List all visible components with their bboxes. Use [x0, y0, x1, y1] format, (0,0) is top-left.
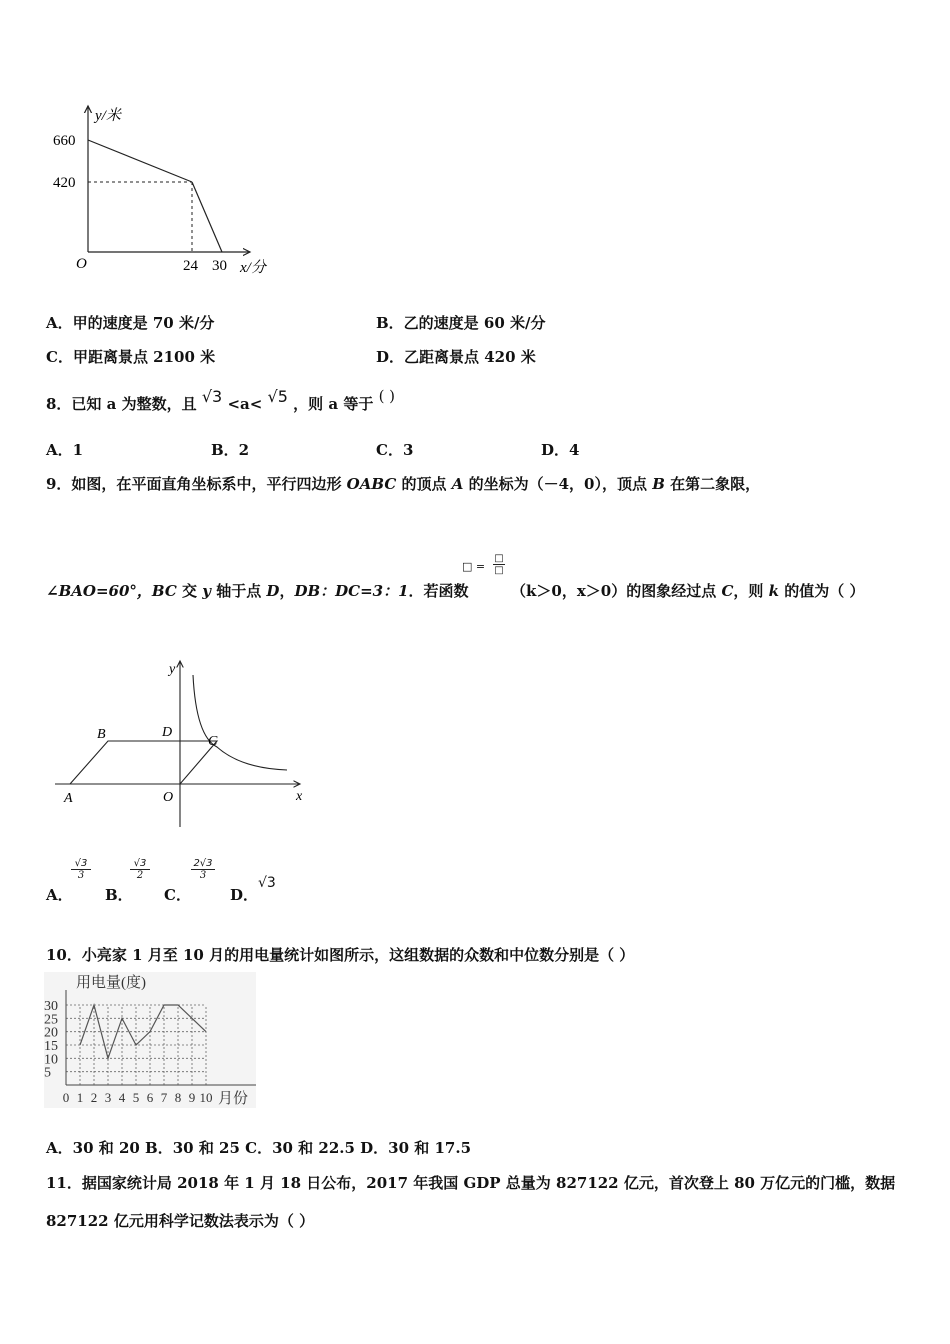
- q8-sqrt-5: √5: [267, 387, 288, 406]
- q9-option-b-den: 2: [130, 869, 150, 881]
- q9-option-c-num: 2√3: [193, 858, 213, 869]
- q9-point-a: A: [451, 475, 464, 493]
- q9-option-d-value: √3: [258, 875, 276, 891]
- q9-func-denominator: □: [494, 565, 504, 576]
- parallelogram-oabc: [70, 741, 217, 784]
- q9-point-b: B: [652, 475, 665, 493]
- origin-label: O: [76, 256, 87, 272]
- q9-text-8: ．若函数: [408, 582, 469, 600]
- graph-segment-2: [192, 182, 222, 252]
- q9-point-c: C: [721, 582, 734, 600]
- chart-x-tick-label: 9: [188, 1090, 196, 1105]
- electricity-usage-chart: [44, 972, 256, 1108]
- x-tick-30: 30: [212, 258, 227, 274]
- q9-func-lhs: □ =: [462, 560, 486, 573]
- q9-text-1: 9．如图，在平面直角坐标系中，平行四边形: [46, 475, 347, 493]
- q9-text-9: ，则: [733, 582, 769, 600]
- q7-option-d[interactable]: D．乙距离景点 420 米: [376, 348, 536, 366]
- chart-x-tick-label: 3: [104, 1090, 112, 1105]
- chart-x-tick-label: 5: [132, 1090, 140, 1105]
- q8-suffix: ，则 a 等于: [293, 395, 374, 413]
- q9-text-3: 的坐标为（－4，0），顶点: [463, 475, 653, 493]
- q9-func-numerator: □: [494, 553, 504, 564]
- q8-prefix: 8．已知 a 为整数，且: [46, 395, 197, 413]
- q8-option-b[interactable]: B．2: [211, 441, 250, 459]
- chart-y-tick-label: 15: [44, 1039, 58, 1054]
- chart-x-tick-label: 2: [90, 1090, 98, 1105]
- chart-y-tick-label: 20: [44, 1025, 58, 1041]
- chart-x-tick-label: 6: [146, 1090, 154, 1105]
- chart-y-tick-label: 30: [44, 999, 58, 1014]
- q9-point-d: D: [266, 582, 280, 600]
- q9-option-a-fraction[interactable]: [71, 858, 91, 881]
- q9-option-d-label[interactable]: D．: [230, 886, 259, 904]
- q9-option-c-den: 3: [191, 869, 215, 881]
- chart-title: 用电量(度): [76, 975, 146, 991]
- q10-options[interactable]: A．30 和 20 B．30 和 25 C．30 和 22.5 D．30 和 17.5: [46, 1139, 472, 1157]
- q8-sqrt-3: √3: [201, 387, 223, 406]
- q9-shape-name: OABC: [346, 475, 397, 493]
- graph-segment-1: [88, 140, 192, 182]
- q7-option-a[interactable]: A．甲的速度是 70 米/分: [46, 314, 215, 332]
- q9-option-b-fraction[interactable]: [130, 858, 150, 881]
- chart-x-tick-label: 8: [174, 1090, 182, 1105]
- q9-text-6: 轴于点: [210, 582, 267, 600]
- q8-option-a[interactable]: A．1: [46, 441, 84, 459]
- chart-x-tick-label: 7: [160, 1090, 168, 1105]
- q9-option-a-num: √3: [74, 858, 88, 869]
- q9-text-5: 交: [176, 582, 203, 600]
- fig-label-y: y: [169, 662, 176, 677]
- q9-text-4: 在第二象限，: [664, 475, 761, 493]
- q8-option-d[interactable]: D．4: [541, 441, 580, 459]
- chart-x-tick-label: 4: [118, 1090, 126, 1105]
- q9-text-7: ，: [279, 582, 295, 600]
- y-tick-660: 660: [53, 133, 76, 149]
- q9-y-var: y: [202, 582, 211, 600]
- q11-line2: 827122 亿元用科学记数法表示为（ ）: [46, 1212, 315, 1230]
- q9-line2-tail: [511, 580, 864, 601]
- q9-option-a-label[interactable]: A．: [46, 886, 73, 904]
- chart-x-tick-label: 0: [62, 1090, 70, 1105]
- q9-line2: [46, 580, 469, 601]
- chart-y-tick-label: 10: [44, 1052, 58, 1068]
- fig-label-o: O: [163, 790, 174, 805]
- chart-x-label: 月份: [218, 1091, 249, 1107]
- q9-angle: ∠BAO=60°，BC: [46, 582, 177, 600]
- chart-y-tick-label: 5: [44, 1065, 51, 1081]
- chart-y-tick-label: 25: [44, 1012, 58, 1028]
- x-axis-label: x/分: [240, 260, 266, 276]
- q9-text-2: 的顶点: [396, 475, 452, 493]
- q9-option-c-label[interactable]: C．: [164, 886, 191, 904]
- q9-line1: [46, 473, 760, 494]
- y-tick-420: 420: [53, 175, 76, 191]
- fig-label-x: x: [296, 789, 303, 804]
- q9-option-b-num: √3: [133, 858, 147, 869]
- q8-paren: ( ): [378, 387, 396, 405]
- q8-option-c[interactable]: C．3: [376, 441, 414, 459]
- distance-time-graph: [40, 100, 290, 285]
- q7-option-c[interactable]: C．甲距离景点 2100 米: [46, 348, 216, 366]
- q9-condition: （k＞0，x＞0）的图象经过点: [511, 582, 722, 600]
- fig-label-a: A: [64, 791, 73, 806]
- q9-ratio: DB：DC=3：1: [294, 582, 409, 600]
- fig-label-d: D: [162, 725, 173, 740]
- q9-option-a-den: 3: [71, 869, 91, 881]
- q9-func-fraction: [493, 553, 505, 576]
- q9-question-end: 的值为（ ）: [779, 582, 865, 600]
- q8-stem: [46, 387, 396, 414]
- q7-option-b[interactable]: B．乙的速度是 60 米/分: [376, 314, 546, 332]
- fig-label-b: B: [97, 727, 106, 742]
- chart-x-tick-label: 10: [199, 1090, 213, 1105]
- y-axis-label: y/米: [95, 108, 121, 124]
- hyperbola-curve: [193, 675, 287, 770]
- q8-mid: <a<: [227, 395, 263, 413]
- fig-label-c: C: [208, 734, 218, 749]
- parallelogram-figure: [45, 655, 315, 835]
- chart-x-tick-label: 1: [76, 1090, 84, 1105]
- q11-line1: 11．据国家统计局 2018 年 1 月 18 日公布，2017 年我国 GDP 总量为 827122 亿元，首次登上 80 万亿元的门槛，数据: [46, 1174, 896, 1192]
- q9-k-var: k: [768, 582, 780, 600]
- q10-stem: 10．小亮家 1 月至 10 月的用电量统计如图所示，这组数据的众数和中位数分别是（ ）: [46, 946, 635, 964]
- q9-option-c-fraction[interactable]: [191, 858, 215, 881]
- q9-option-b-label[interactable]: B．: [105, 886, 133, 904]
- x-tick-24: 24: [183, 258, 198, 274]
